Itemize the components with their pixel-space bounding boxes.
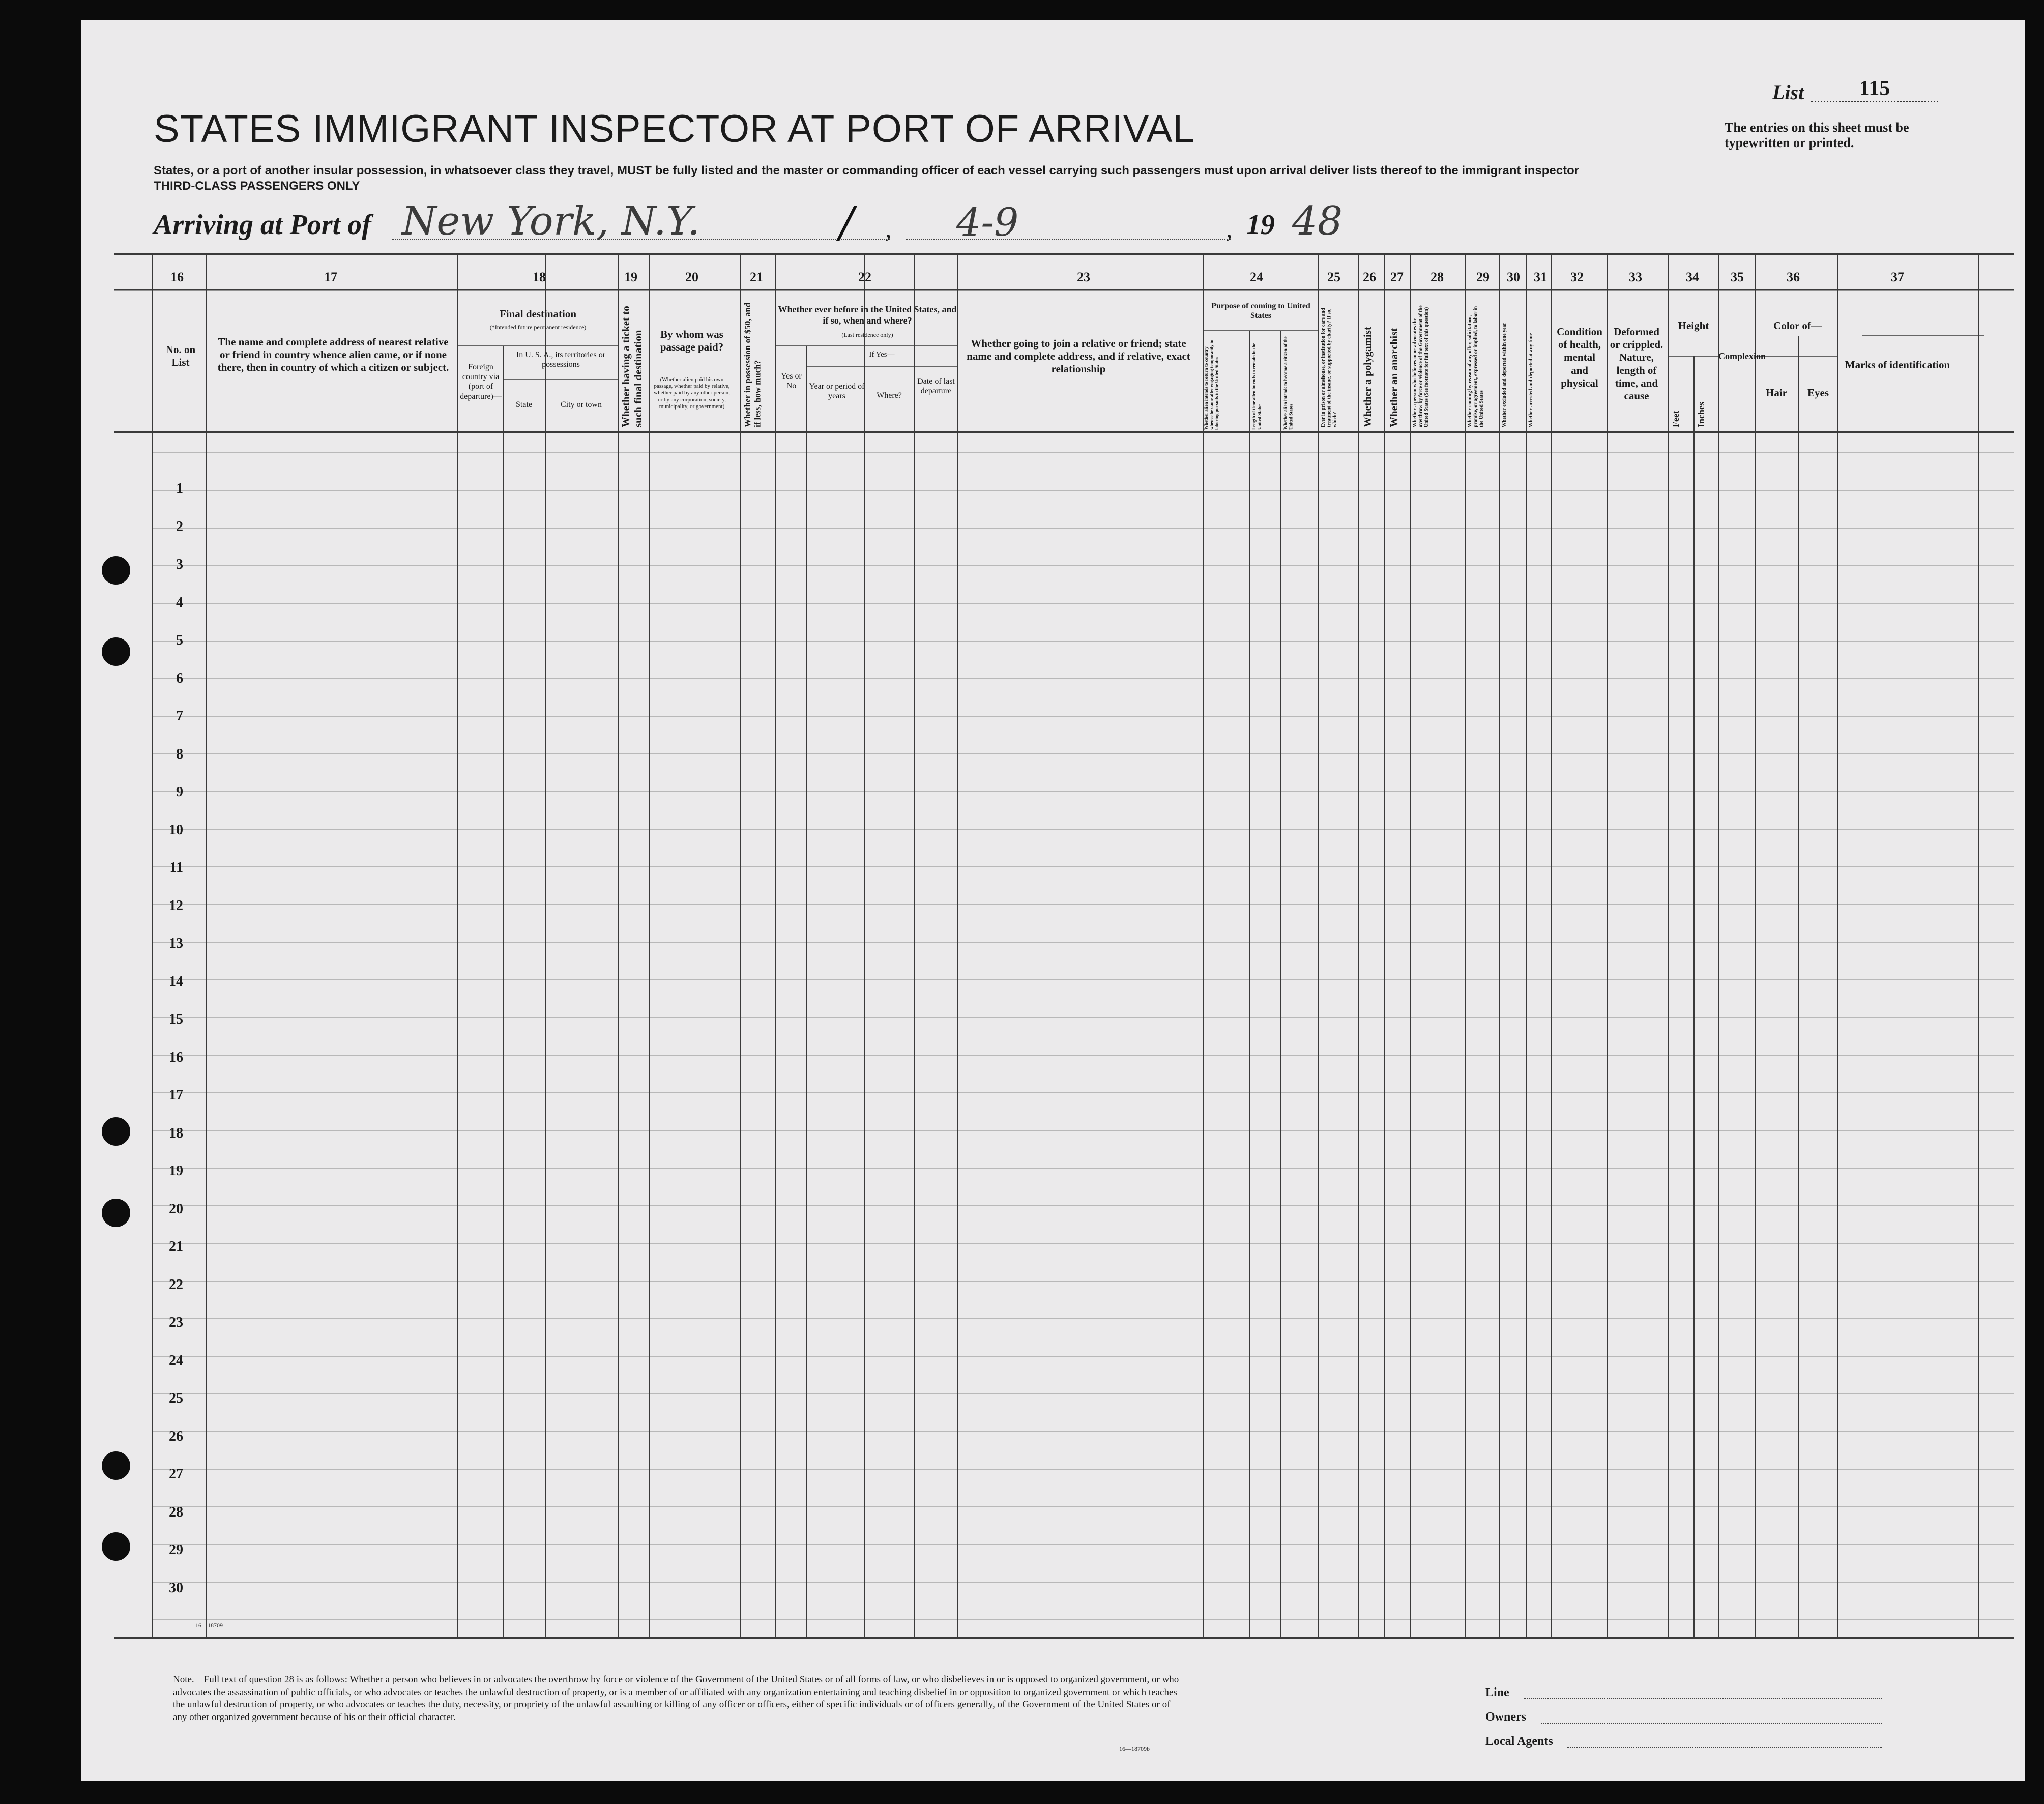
row-number: 3 (176, 557, 183, 572)
header-where: Where? (877, 391, 902, 400)
row-number: 11 (169, 860, 183, 876)
header-height: Height (1678, 319, 1709, 332)
header-year-or-period: Year or period of years (809, 382, 865, 401)
list-label: List (1772, 81, 1804, 104)
row-number: 7 (176, 708, 183, 724)
row-number: 22 (169, 1276, 183, 1293)
owners-label: Owners (1485, 1710, 1526, 1724)
header-foreign-country: Foreign country via (port of departure)— (460, 363, 502, 401)
col-number-24: 24 (1250, 270, 1263, 284)
typewritten-instruction: The entries on this sheet must be typewritten or printed. (1725, 120, 1909, 150)
col-number-21: 21 (750, 270, 763, 284)
col-number-35: 35 (1731, 270, 1744, 284)
form-code-right: 16—18709b (1119, 1745, 1150, 1752)
row-number: 27 (169, 1466, 183, 1482)
punch-hole (102, 1532, 130, 1561)
col-number-31: 31 (1534, 270, 1547, 284)
header-purpose-return: Whether alien intends to return to country whence he came after engaging temporarily in laboring pursuits in the United States (1204, 339, 1219, 430)
row-number: 26 (169, 1428, 183, 1444)
row-number: 20 (169, 1201, 183, 1217)
year-comma: , (1226, 214, 1233, 243)
row-number: 5 (176, 632, 183, 648)
header-join-relative: Whether going to join a relative or friend; state name and complete address, and if relative, exact relationship (967, 337, 1190, 375)
col-number-27: 27 (1390, 270, 1404, 284)
header-height-inches: Inches (1696, 401, 1706, 427)
header-city: City or town (561, 400, 602, 409)
header-deformed: Deformed or crippled. Nature, length of time, and cause (1610, 326, 1663, 402)
arriving-label: Arriving at Port of (154, 209, 371, 241)
header-overthrow: Whether a person who believes in or advocates the overthrow by force or violence of the Government of the United States (See footnote for full text of this question) (1412, 305, 1429, 427)
header-final-destination: Final destination (499, 308, 577, 320)
local-agents-label: Local Agents (1485, 1735, 1553, 1748)
col-number-20: 20 (685, 270, 698, 284)
row-number: 30 (169, 1580, 183, 1596)
col-number-29: 29 (1476, 270, 1490, 284)
header-fifty-dollars: Whether in possession of $50, and if less, how much? (743, 302, 763, 427)
header-complexion: Complexion (1718, 351, 1766, 361)
header-passage-paid: By whom was passage paid? (660, 328, 724, 354)
row-number: 23 (169, 1315, 183, 1330)
punch-hole (102, 637, 130, 666)
header-passage-paid-note: (Whether alien paid his own passage, whether paid by relative, whether paid by any other person, or by any corporation, society, municipality, or government) (654, 376, 730, 410)
col-number-26: 26 (1363, 270, 1376, 284)
row-number: 25 (169, 1390, 183, 1406)
header-polygamist: Whether a polygamist (1361, 327, 1374, 427)
header-color-of: Color of— (1773, 319, 1822, 332)
row-number: 4 (176, 594, 183, 610)
header-final-destination-note: (*Intended future permanent residence) (489, 324, 587, 331)
header-purpose-citizen: Whether alien intends to become a citizen of the United States (1283, 336, 1294, 430)
header-state: State (516, 400, 532, 409)
col-number-16: 16 (170, 270, 184, 284)
punch-hole (102, 1117, 130, 1146)
header-excluded-deported: Whether excluded and deported within one year (1502, 323, 1507, 427)
header-in-usa: In U. S. A., its territories or possessions (516, 351, 606, 369)
header-purpose: Purpose of coming to United States (1211, 302, 1310, 321)
col-number-19: 19 (624, 270, 637, 284)
row-number: 28 (169, 1504, 183, 1520)
col-number-18: 18 (533, 270, 546, 284)
col-number-17: 17 (324, 270, 337, 284)
row-number: 24 (169, 1352, 183, 1369)
subtitle: States, or a port of another insular possession, in whatsoever class they travel, MUST be fully listed and the master or commanding officer of each vessel carrying such passengers must upon arrival deliver lists thereof to the immigrant inspector (154, 164, 1580, 178)
date-slash: / (839, 197, 854, 247)
header-eyes: Eyes (1807, 387, 1829, 399)
header-purpose-length: Length of time alien intends to remain in the United States (1251, 343, 1262, 430)
date-comma: , (885, 214, 892, 243)
row-number: 29 (169, 1542, 183, 1558)
row-number: 17 (169, 1087, 183, 1103)
row-number: 14 (169, 973, 183, 990)
header-hair: Hair (1766, 387, 1787, 399)
header-ever-before-note: (Last residence only) (841, 331, 893, 338)
footnote-question-28: Note.—Full text of question 28 is as follows: Whether a person who believes in or advocates the overthrow by force or violence of the Government of the United States or of all forms of law, or who disbelieves in or is opposed to organized government, or who advocates the assassination of public officials, or who advocates or teaches the unlawful destruction of property, or is a member of or affiliated with any organization entertaining and teaching disbelief in or opposition to organized government or which teaches the unlawful destruction of property, or who advocates or teaches the duty, necessity, or propriety of the unlawful assaulting or killing of any officer or officers, either of specific individuals or of officers generally, of the Government of the United States or of any other organized government because of his or their official character. (173, 1674, 1179, 1723)
header-no-on-list: No. on List (165, 343, 196, 369)
col-number-28: 28 (1430, 270, 1444, 284)
local-agents-field (1567, 1747, 1882, 1748)
col-number-33: 33 (1629, 270, 1642, 284)
header-height-feet: Feet (1671, 411, 1681, 427)
punch-hole (102, 1451, 130, 1480)
header-ticket: Whether having a ticket to such final destination (620, 306, 645, 427)
list-number: 115 (1811, 76, 1938, 102)
row-number: 18 (169, 1125, 183, 1141)
line-field (1524, 1698, 1882, 1699)
header-ever-before: Whether ever before in the United States, and if so, when and where? (778, 304, 957, 326)
header-offer-solicitation: Whether coming by reason of any offer, solicitation, promise, or agreement, expressed or implied, to labor in the United States (1467, 306, 1484, 427)
row-number: 21 (169, 1239, 183, 1255)
row-number: 10 (169, 822, 183, 838)
punch-hole (102, 556, 130, 585)
row-number: 19 (169, 1163, 183, 1179)
header-health: Condition of health, mental and physical (1557, 326, 1602, 389)
col-number-22: 22 (858, 270, 871, 284)
col-number-32: 32 (1570, 270, 1584, 284)
header-nearest-relative: The name and complete address of nearest relative or friend in country whence alien came, or if none there, then in country of which a citizen or subject. (217, 336, 449, 374)
row-number: 12 (169, 897, 183, 914)
header-date-of-departure: Date of last departure (917, 377, 955, 396)
year-handwritten: 48 (1292, 198, 1343, 244)
col-number-34: 34 (1686, 270, 1699, 284)
col-number-25: 25 (1327, 270, 1340, 284)
row-number: 6 (176, 670, 183, 686)
row-number: 16 (169, 1049, 183, 1065)
row-number: 2 (176, 518, 183, 535)
row-number: 9 (176, 784, 183, 800)
class-line: THIRD-CLASS PASSENGERS ONLY (154, 179, 360, 193)
header-prison: Ever in prison or almshouse, or institution for care and treatment of the insane, or supported by charity? If so, which? (1321, 308, 1338, 427)
form-code-left: 16—18709 (195, 1622, 223, 1629)
header-yes-or-no: Yes or No (781, 372, 802, 391)
date-handwritten: 4-9 (956, 199, 1019, 245)
row-number: 15 (169, 1011, 183, 1027)
row-number: 8 (176, 746, 183, 762)
col-number-37: 37 (1891, 270, 1904, 284)
row-number: 13 (169, 936, 183, 951)
row-number: 1 (176, 481, 183, 497)
header-if-yes: If Yes— (869, 351, 895, 359)
col-number-30: 30 (1507, 270, 1520, 284)
header-anarchist: Whether an anarchist (1388, 328, 1400, 427)
col-number-23: 23 (1077, 270, 1090, 284)
page-title: STATES IMMIGRANT INSPECTOR AT PORT OF ARRIVAL (154, 107, 1195, 151)
year-prefix: 19 (1246, 209, 1275, 241)
header-arrested-deported: Whether arrested and deported at any time (1528, 333, 1534, 427)
owners-field (1541, 1723, 1882, 1724)
header-marks: Marks of identification (1845, 359, 1950, 371)
port-handwritten: New York, N.Y. (402, 198, 700, 244)
line-label: Line (1485, 1686, 1509, 1699)
punch-hole (102, 1199, 130, 1227)
col-number-36: 36 (1787, 270, 1800, 284)
